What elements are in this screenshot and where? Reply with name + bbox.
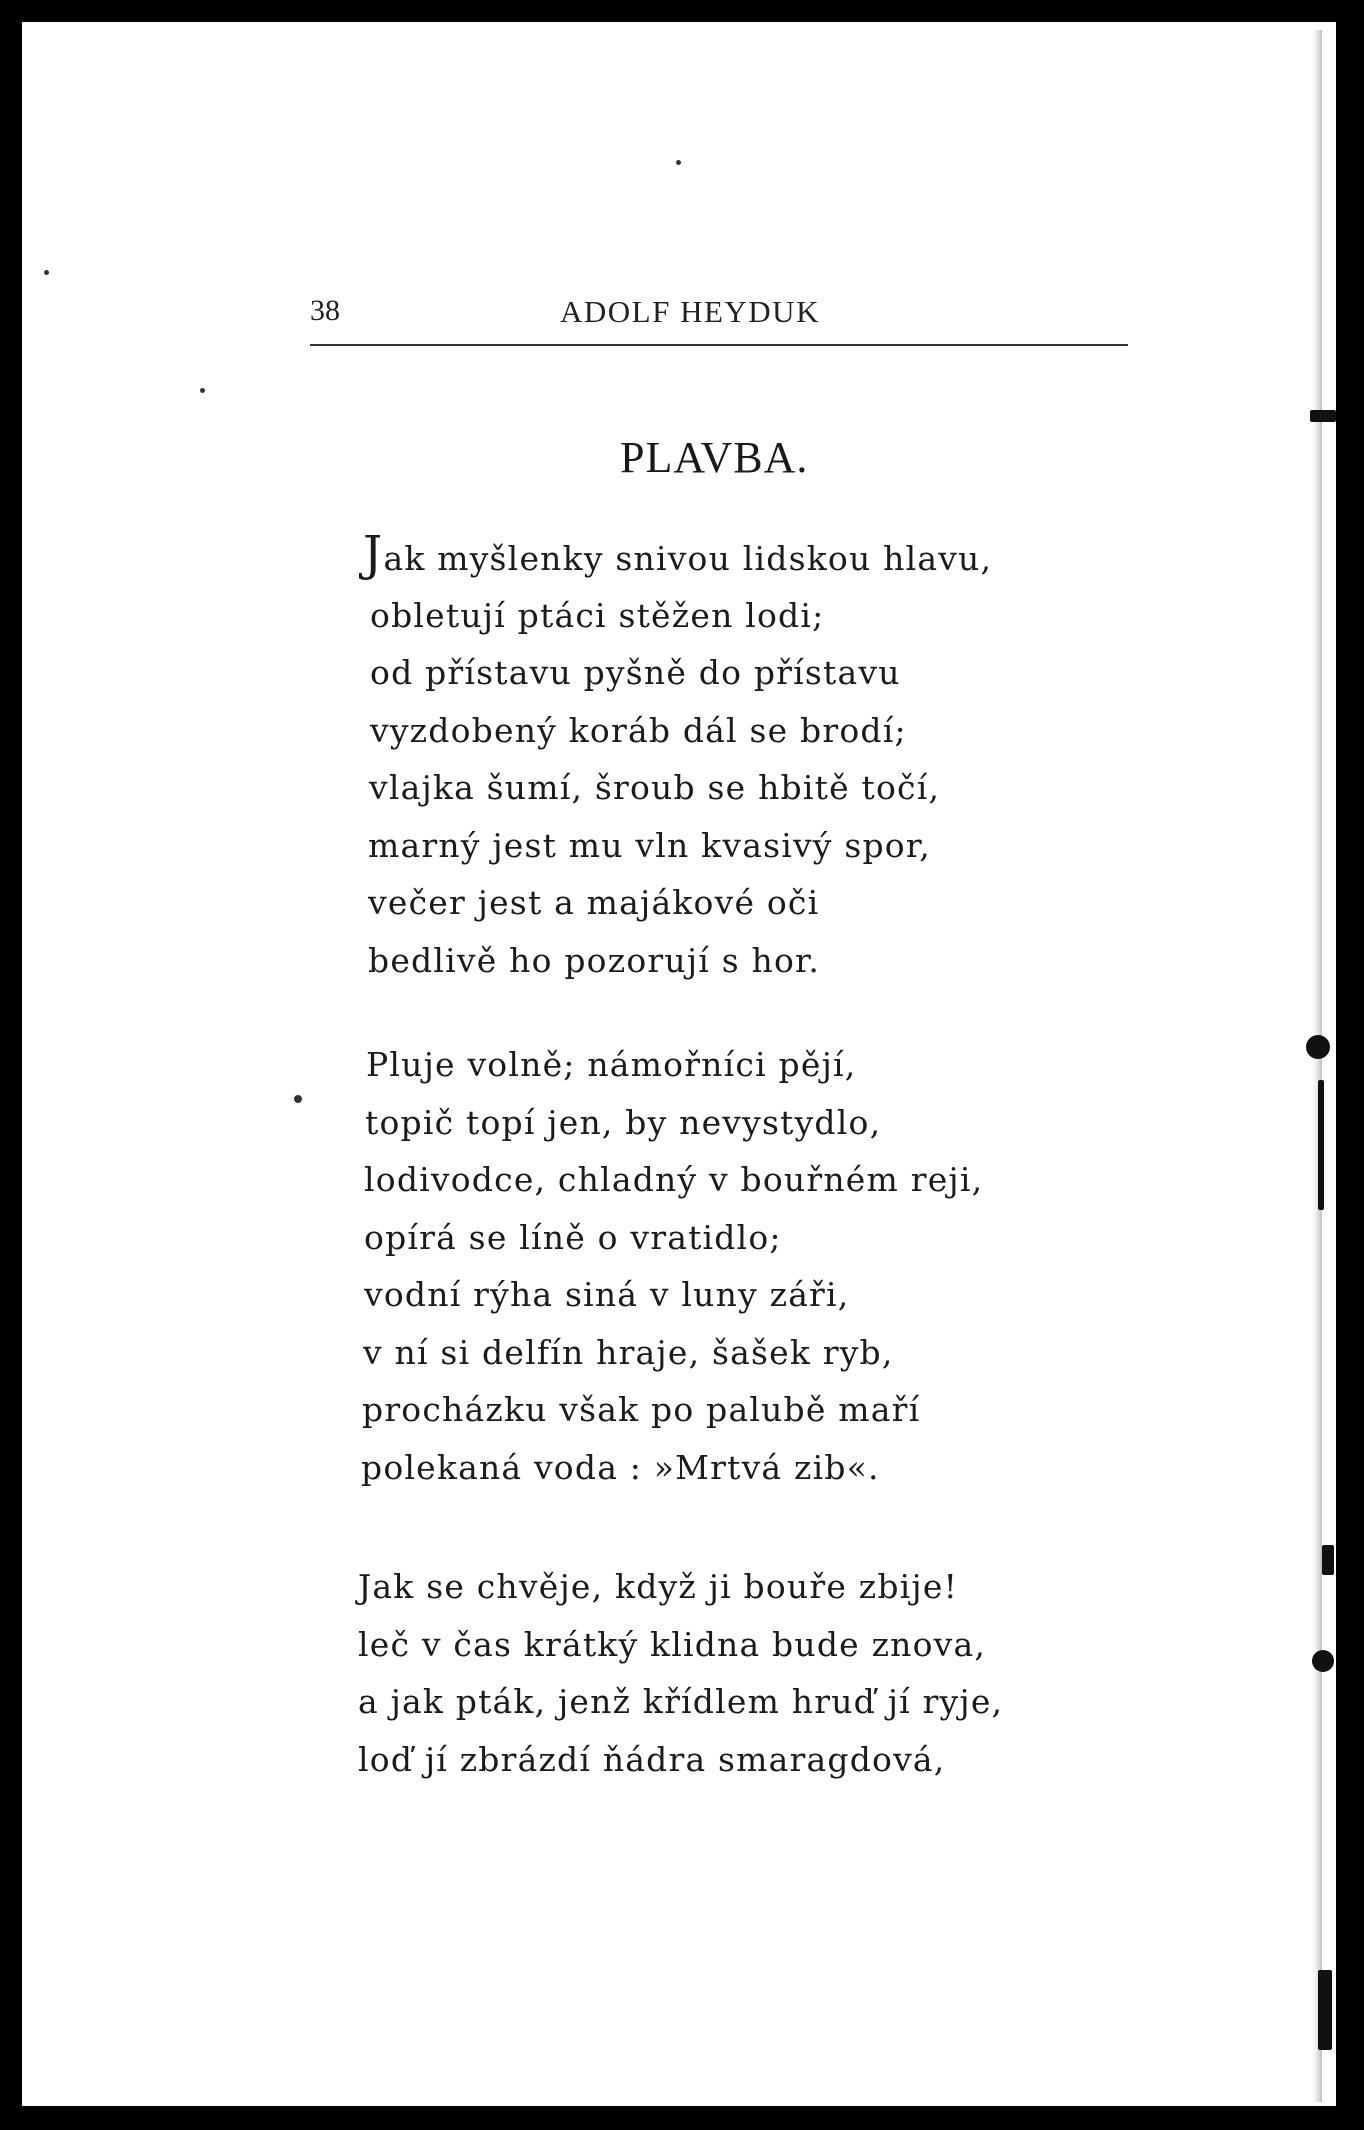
scan-border-top (0, 0, 1364, 22)
scan-border-bottom (0, 2106, 1364, 2130)
verse-line: vodní rýha siná v luny záři, (364, 1275, 850, 1314)
page-edge-shadow (1312, 30, 1322, 2102)
verse-line: topič topí jen, by nevystydlo, (365, 1103, 882, 1142)
edge-mark (1312, 1650, 1334, 1672)
verse-line: Pluje volně; námořníci pějí, (366, 1045, 857, 1084)
verse-line: bedlivě ho pozorují s hor. (368, 941, 821, 980)
verse-line: obletují ptáci stěžen lodi; (370, 596, 825, 635)
verse-line: polekaná voda : »Mrtvá zib«. (361, 1448, 880, 1487)
verse-line: marný jest mu vln kvasivý spor, (368, 826, 931, 865)
poem-title: PLAVBA. (620, 433, 809, 482)
drop-cap: J (363, 526, 384, 582)
verse-line: a jak pták, jenž křídlem hruď jí ryje, (358, 1682, 1004, 1721)
verse-line: procházku však po palubě maří (362, 1390, 921, 1429)
ink-speck (676, 160, 681, 165)
edge-mark (1310, 410, 1336, 422)
page-number: 38 (310, 294, 340, 327)
scan-border-right (1336, 0, 1364, 2130)
verse-line (363, 526, 993, 582)
edge-mark (1306, 1035, 1330, 1059)
scan-border-left (0, 0, 22, 2130)
page-header (310, 290, 1130, 340)
edge-mark (1318, 1080, 1324, 1210)
header-rule (310, 344, 1128, 346)
verse-line: opírá se líně o vratidlo; (364, 1218, 782, 1257)
verse-line: lodivodce, chladný v bouřném reji, (364, 1160, 984, 1199)
verse-line: večer jest a majákové oči (368, 883, 820, 922)
verse-line: loď jí zbrázdí ňádra smaragdová, (358, 1740, 946, 1779)
ink-speck (200, 388, 205, 393)
verse-line: Jak se chvěje, když ji bouře zbije! (358, 1567, 959, 1606)
verse-line: vlajka šumí, šroub se hbitě točí, (369, 768, 941, 807)
ink-speck (294, 1095, 302, 1103)
verse-line-text: ak myšlenky snivou lidskou hlavu, (383, 539, 993, 578)
verse-line: v ní si delfín hraje, šašek ryb, (363, 1333, 894, 1372)
ink-speck (44, 270, 49, 275)
edge-mark (1322, 1545, 1334, 1575)
edge-mark (1318, 1970, 1332, 2050)
verse-line: vyzdobený koráb dál se brodí; (370, 711, 907, 750)
verse-line: leč v čas krátký klidna bude znova, (358, 1625, 987, 1664)
verse-line: od přístavu pyšně do přístavu (370, 653, 901, 692)
running-head: ADOLF HEYDUK (560, 294, 820, 329)
